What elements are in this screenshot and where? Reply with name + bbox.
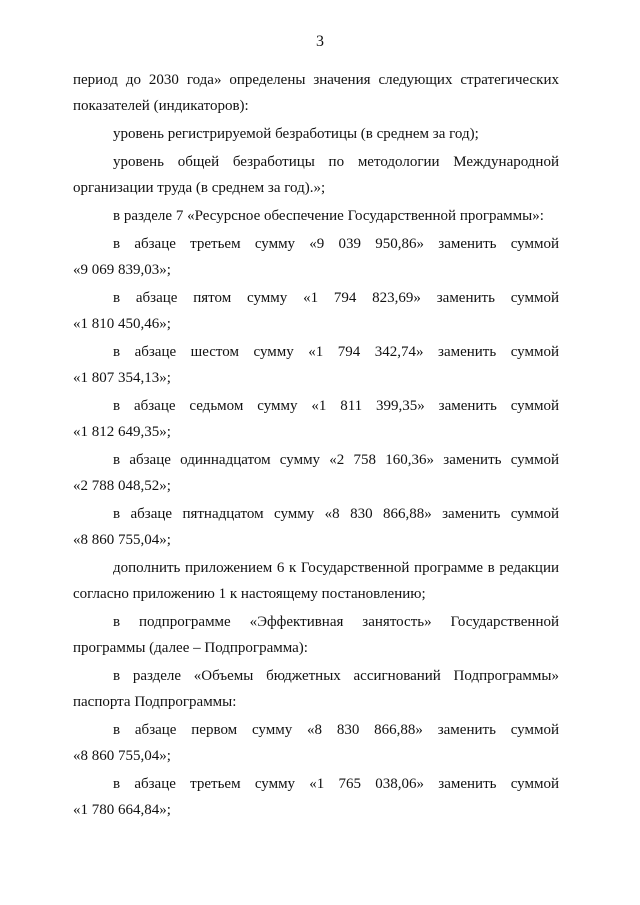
text-line: в абзаце первом сумму «8 830 866,88» заменить суммой bbox=[113, 722, 559, 738]
text-line: организации труда (в среднем за год).»; bbox=[73, 180, 326, 196]
paragraph-amendment-fifth bbox=[73, 285, 559, 337]
paragraph-budget-section bbox=[73, 663, 559, 715]
text-line: в абзаце пятом сумму «1 794 823,69» заменить суммой bbox=[113, 290, 559, 306]
paragraph-subprogram bbox=[73, 609, 559, 661]
text-line: «1 807 354,13»; bbox=[73, 370, 171, 386]
text-line: в абзаце пятнадцатом сумму «8 830 866,88» заменить суммой bbox=[113, 506, 559, 522]
text-line: в абзаце седьмом сумму «1 811 399,35» заменить суммой bbox=[113, 398, 559, 414]
text-line: согласно приложению 1 к настоящему постановлению; bbox=[73, 586, 426, 602]
text-line: «1 812 649,35»; bbox=[73, 424, 171, 440]
paragraph-appendix-6 bbox=[73, 555, 559, 607]
paragraph-section-7 bbox=[73, 203, 559, 229]
paragraph-amendment-fifteenth bbox=[73, 501, 559, 553]
paragraph-registered-unemployment bbox=[73, 121, 559, 147]
text-line: уровень общей безработицы по методологии Международной bbox=[113, 154, 559, 170]
paragraph-amendment-first bbox=[73, 717, 559, 769]
text-line: период до 2030 года» определены значения следующих стратегических bbox=[73, 72, 559, 88]
text-line: паспорта Подпрограммы: bbox=[73, 694, 237, 710]
paragraph-general-unemployment bbox=[73, 149, 559, 201]
text-line: в разделе «Объемы бюджетных ассигнований Подпрограммы» bbox=[113, 668, 559, 684]
paragraph-amendment-seventh bbox=[73, 393, 559, 445]
page-number: 3 bbox=[316, 33, 324, 50]
text-line: «1 780 664,84»; bbox=[73, 802, 171, 818]
paragraph-amendment-third bbox=[73, 231, 559, 283]
paragraph-amendment-sixth bbox=[73, 339, 559, 391]
paragraph-amendment-eleventh bbox=[73, 447, 559, 499]
text-line: «2 788 048,52»; bbox=[73, 478, 171, 494]
text-line: «8 860 755,04»; bbox=[73, 748, 171, 764]
text-line: «8 860 755,04»; bbox=[73, 532, 171, 548]
text-line: «1 810 450,46»; bbox=[73, 316, 171, 332]
document-body bbox=[73, 67, 559, 823]
text-line: «9 069 839,03»; bbox=[73, 262, 171, 278]
text-line: в абзаце шестом сумму «1 794 342,74» заменить суммой bbox=[113, 344, 559, 360]
text-line: в разделе 7 «Ресурсное обеспечение Государственной программы»: bbox=[113, 208, 544, 224]
text-line: в абзаце третьем сумму «9 039 950,86» заменить суммой bbox=[113, 236, 559, 252]
text-line: дополнить приложением 6 к Государственной программе в редакции bbox=[113, 560, 559, 576]
text-line: уровень регистрируемой безработицы (в среднем за год); bbox=[113, 126, 479, 142]
text-line: показателей (индикаторов): bbox=[73, 98, 249, 114]
text-line: в подпрограмме «Эффективная занятость» Государственной bbox=[113, 614, 559, 630]
text-line: программы (далее – Подпрограмма): bbox=[73, 640, 308, 656]
paragraph-amendment-third-sub bbox=[73, 771, 559, 823]
text-line: в абзаце одиннадцатом сумму «2 758 160,36» заменить суммой bbox=[113, 452, 559, 468]
text-line: в абзаце третьем сумму «1 765 038,06» заменить суммой bbox=[113, 776, 559, 792]
paragraph-intro bbox=[73, 67, 559, 119]
